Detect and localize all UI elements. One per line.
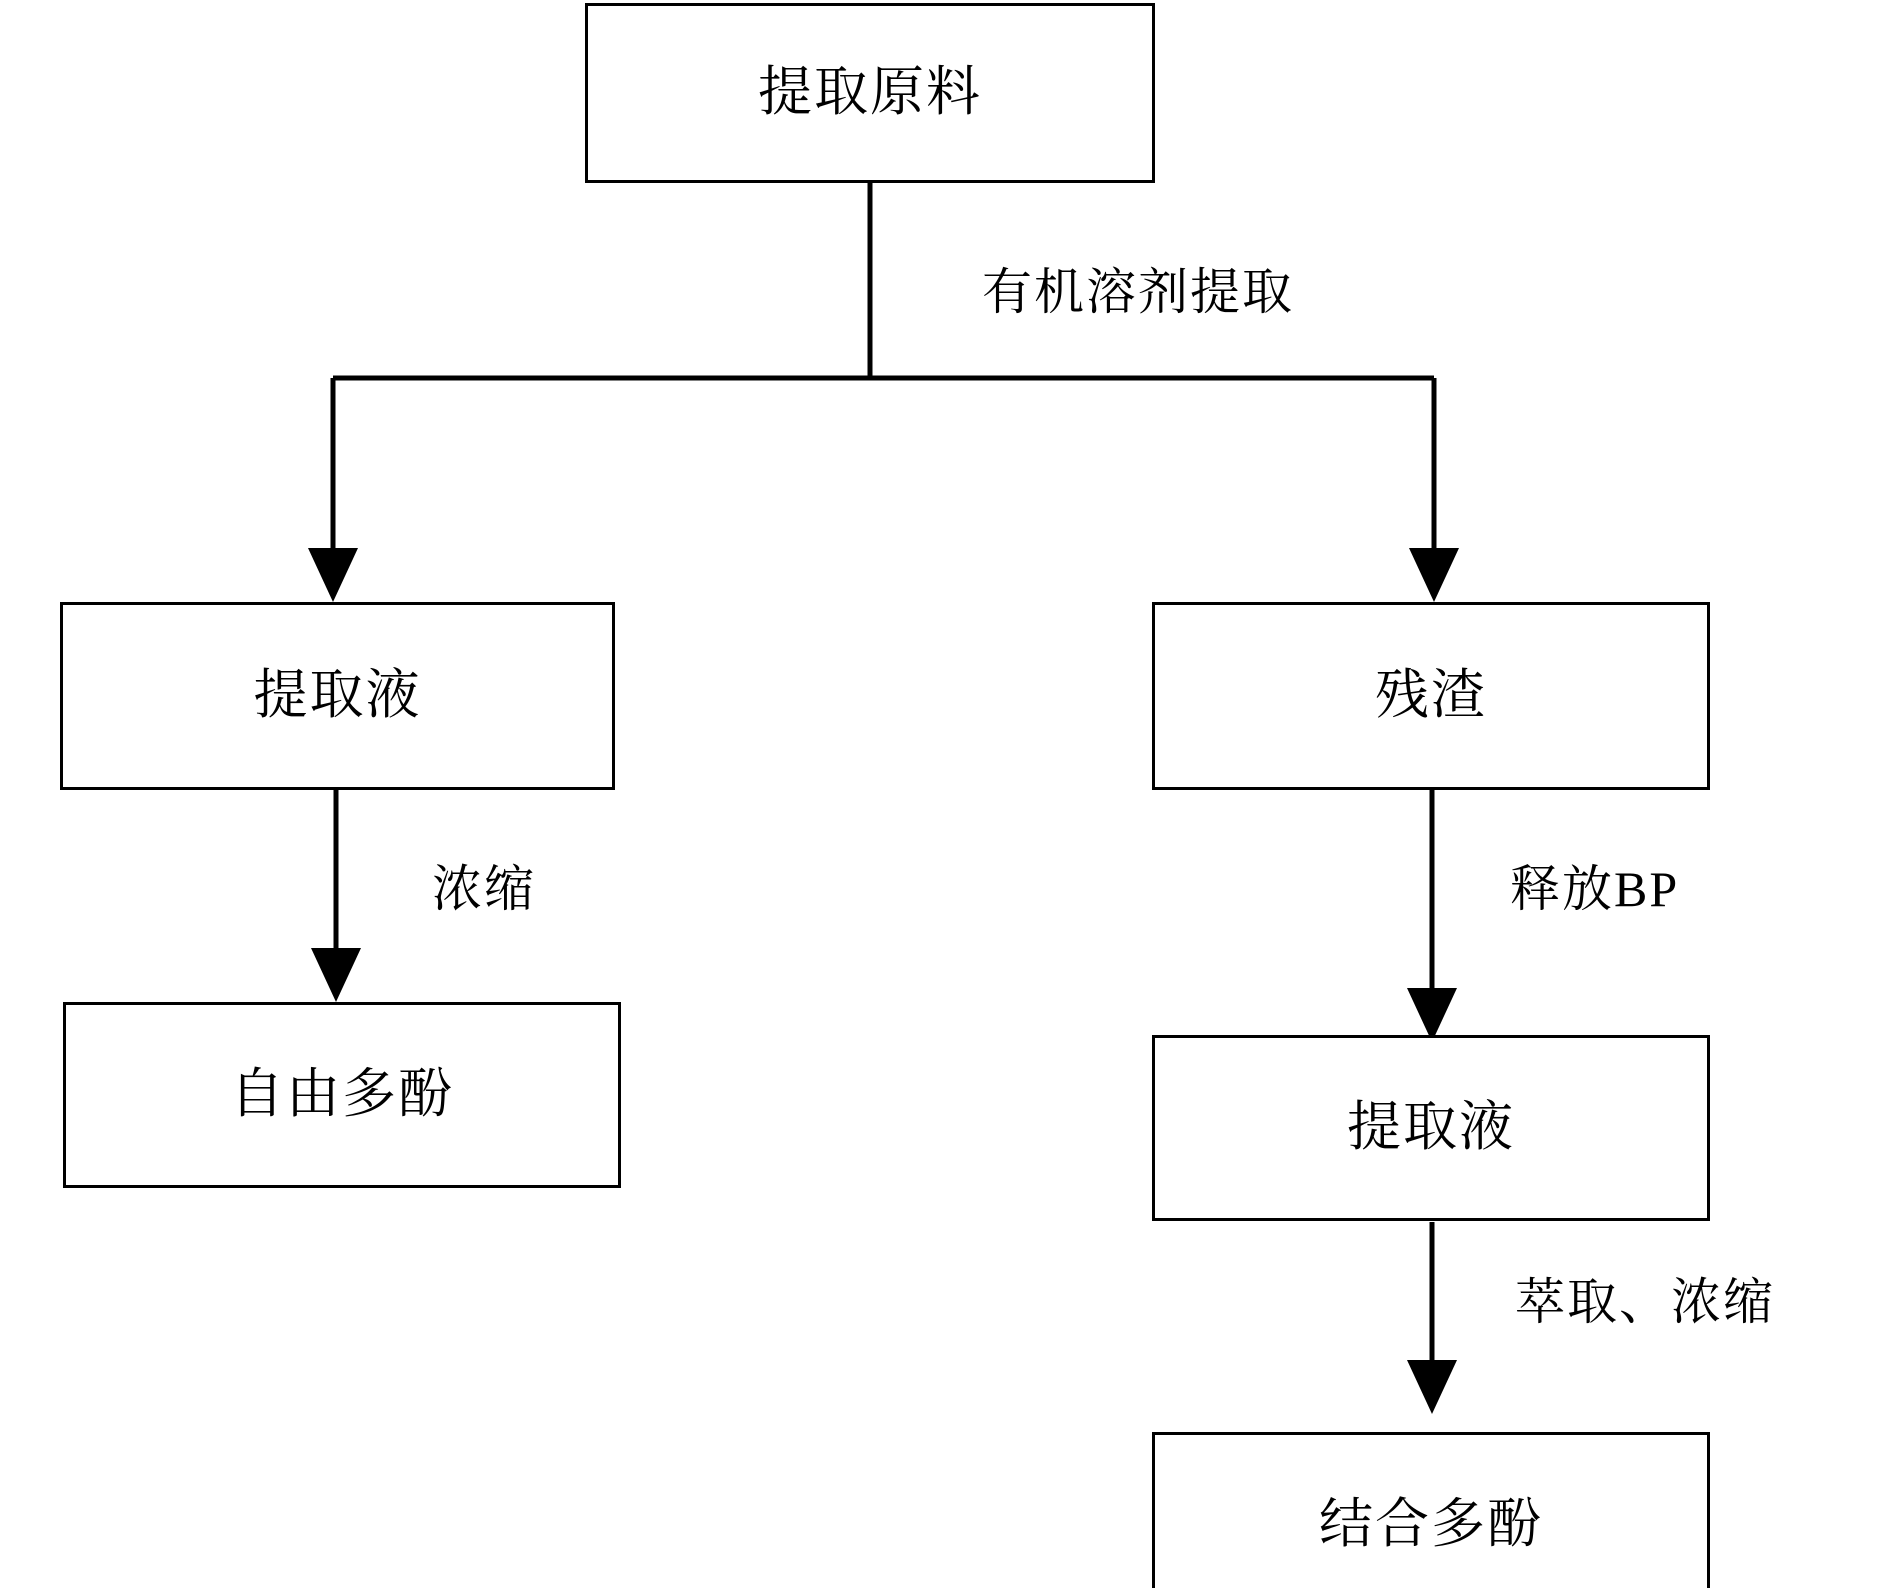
edge-label-organic-solvent-extraction: 有机溶剂提取 [982, 264, 1294, 320]
node-extract-solution-1-label: 提取液 [253, 665, 422, 726]
node-extract-solution-2-label: 提取液 [1347, 1097, 1515, 1158]
node-raw-material-label: 提取原料 [758, 62, 982, 123]
edge-label-extract-concentrate: 萃取、浓缩 [1515, 1274, 1775, 1330]
node-extract-solution-1[interactable] [60, 602, 615, 790]
node-residue-label: 残渣 [1375, 665, 1487, 726]
arrowhead-bound-polyphenol [1407, 1360, 1457, 1414]
arrowhead-extract1 [308, 548, 358, 602]
node-bound-polyphenol-label: 结合多酚 [1319, 1494, 1543, 1555]
arrowhead-residue [1409, 548, 1459, 602]
node-raw-material[interactable] [585, 3, 1155, 183]
arrowhead-extract2 [1407, 988, 1457, 1042]
node-free-polyphenol-label: 自由多酚 [230, 1064, 454, 1125]
edge-label-concentrate: 浓缩 [432, 861, 536, 917]
arrowhead-free-polyphenol [311, 948, 361, 1002]
node-residue[interactable] [1152, 602, 1710, 790]
node-bound-polyphenol[interactable] [1152, 1432, 1710, 1588]
node-free-polyphenol[interactable] [63, 1002, 621, 1188]
node-extract-solution-2[interactable] [1152, 1035, 1710, 1221]
edge-label-release-bp: 释放BP [1510, 861, 1680, 917]
